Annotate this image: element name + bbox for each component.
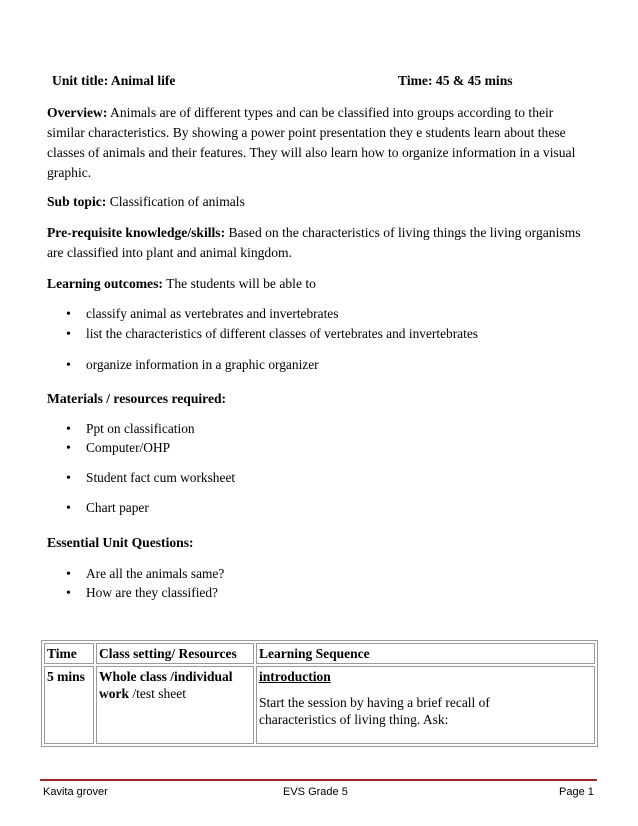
unit-time (398, 73, 513, 89)
bullet-icon: • (66, 358, 71, 373)
sub-topic-text: Classification of animals (109, 194, 245, 209)
learning-sequence-table (41, 640, 598, 747)
unit-title-value: Animal life (110, 73, 176, 88)
table-header-row (44, 643, 595, 664)
prerequisite-label: Pre-requisite knowledge/skills: (47, 225, 226, 240)
cell-learning-sequence (256, 666, 595, 744)
list-item: • Ppt on classification (66, 421, 195, 437)
materials-heading: Materials / resources required: (47, 391, 227, 406)
sub-topic-paragraph (47, 192, 587, 212)
list-item: • Are all the animals same? (66, 566, 225, 582)
table-row (44, 666, 595, 744)
sub-topic-label: Sub topic: (47, 194, 107, 209)
list-item: • classify animal as vertebrates and invertebrates (66, 306, 339, 322)
list-item: • Chart paper (66, 500, 149, 516)
sequence-title: introduction (259, 669, 331, 684)
overview-label: Overview: (47, 105, 108, 120)
bullet-icon: • (66, 307, 71, 322)
bullet-icon: • (66, 422, 71, 437)
header-time: Time (44, 643, 94, 664)
header-class-setting: Class setting/ Resources (96, 643, 254, 664)
learning-outcomes-label: Learning outcomes: (47, 276, 163, 291)
unit-title (52, 73, 175, 89)
list-item: • Student fact cum worksheet (66, 470, 236, 486)
footer-page-number: Page 1 (559, 786, 594, 798)
list-item: • Computer/OHP (66, 440, 171, 456)
cell-time: 5 mins (44, 666, 94, 744)
cell-class-setting (96, 666, 254, 744)
header-learning-sequence: Learning Sequence (256, 643, 595, 664)
time-value: 45 & 45 mins (435, 73, 513, 88)
bullet-icon: • (66, 501, 71, 516)
bullet-icon: • (66, 471, 71, 486)
bullet-icon: • (66, 441, 71, 456)
list-item: • How are they classified? (66, 585, 218, 601)
prerequisite-paragraph (47, 223, 587, 263)
prerequisite-text: Based on the characteristics of living things the living organisms are classified into plant and animal kingdom. (47, 225, 581, 260)
overview-text: Animals are of different types and can be classified into groups according to their similar characteristics. By showing a power point presentation they e students learn about these classes of animals and their features. They will also learn how to organize information in a visual graphic. (47, 105, 576, 180)
bullet-icon: • (66, 327, 71, 342)
bullet-icon: • (66, 586, 71, 601)
list-item: • organize information in a graphic organizer (66, 357, 319, 373)
setting-bold: Whole class /individual work (99, 669, 233, 701)
learning-outcomes-text: The students will be able to (166, 276, 316, 291)
list-item: • list the characteristics of different classes of vertebrates and invertebrates (66, 326, 479, 342)
overview-paragraph (47, 103, 587, 183)
unit-title-label: Unit title: (52, 73, 109, 88)
essential-questions-heading: Essential Unit Questions: (47, 535, 194, 550)
time-label: Time: (398, 73, 433, 88)
sequence-text: Start the session by having a brief recall of characteristics of living thing. Ask: (259, 695, 490, 727)
footer-divider (40, 779, 597, 781)
learning-outcomes-paragraph (47, 274, 587, 294)
setting-rest: /test sheet (132, 686, 186, 701)
bullet-icon: • (66, 567, 71, 582)
footer-author: Kavita grover (43, 786, 108, 798)
footer-subject: EVS Grade 5 (283, 786, 348, 798)
